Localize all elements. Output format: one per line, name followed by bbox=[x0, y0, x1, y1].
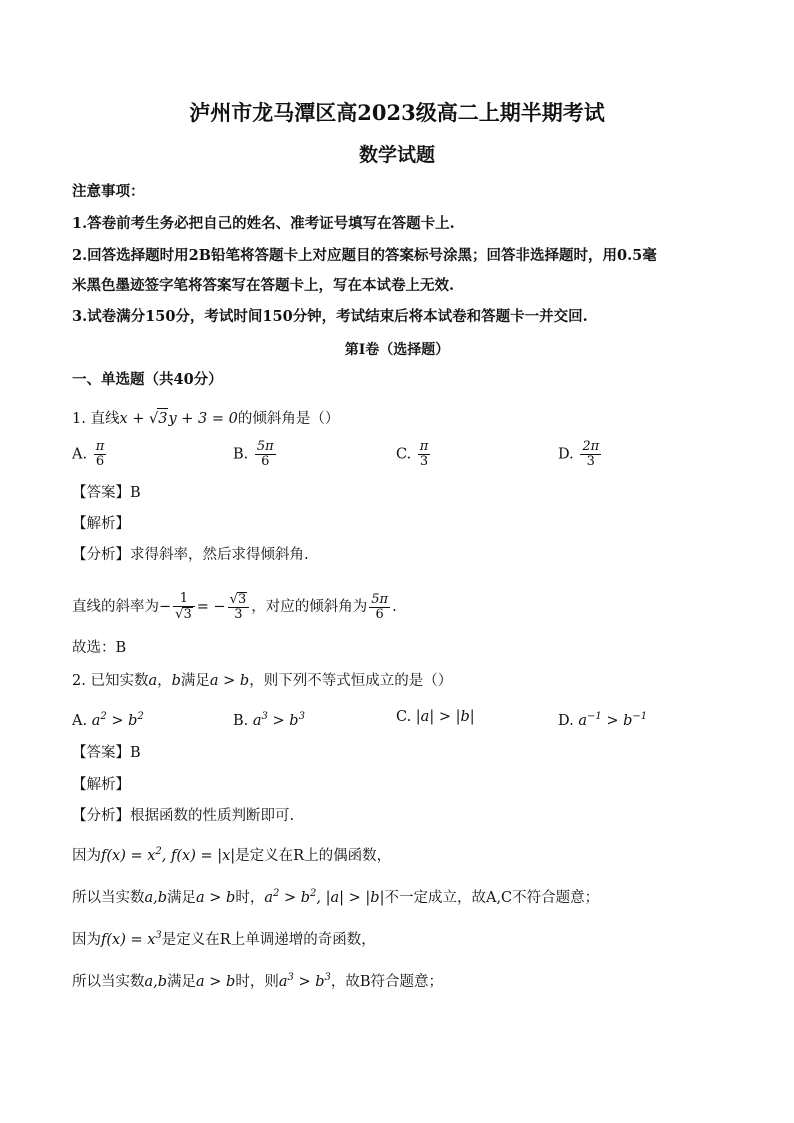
q2-option-a: A. $a^2 > b^2$ bbox=[72, 711, 144, 729]
q2-prefix: 2. 已知实数 bbox=[72, 673, 149, 689]
q2-l2-mid2: 时， bbox=[235, 890, 265, 906]
q2-l1-post: 是定义在R上的偶函数， bbox=[235, 848, 392, 864]
q1-answer: 【答案】B bbox=[72, 485, 141, 501]
q2-l4-mid: 满足 bbox=[167, 974, 197, 990]
option-label: B. bbox=[233, 446, 249, 463]
option-label: C. bbox=[396, 446, 412, 463]
question-2: 2. 已知实数a，b满足a > b，则下列不等式恒成立的是（） bbox=[72, 673, 453, 689]
q2-l4-mid2: 时，则 bbox=[235, 974, 279, 990]
frac-pi-6: $\frac{\pi}{6}$ bbox=[95, 439, 105, 469]
option-label: A. bbox=[72, 446, 88, 463]
notice-item-2-cont: 米黑色墨迹签字笔将答案写在答题卡上，写在本试卷上无效. bbox=[72, 277, 455, 294]
exam-subtitle: 数学试题 bbox=[358, 144, 435, 166]
option-label: A. bbox=[72, 713, 88, 729]
q2-analysis: 【解析】 bbox=[72, 777, 130, 793]
q2-l1-pre: 因为 bbox=[72, 848, 101, 864]
q1-prefix: 1. 直线 bbox=[72, 411, 120, 427]
q2-option-c: C. |a| > |b| bbox=[396, 709, 475, 725]
q1-explain-pre: 直线的斜率为 bbox=[72, 599, 159, 615]
q2-line-3: 因为$f(x) = x^3$是定义在R上单调递增的奇函数， bbox=[72, 930, 376, 948]
q2-l2-mid: 满足 bbox=[167, 890, 197, 906]
q2-analysis-hint: 【分析】根据函数的性质判断即可. bbox=[72, 808, 295, 824]
q1-suffix: 的倾斜角是（） bbox=[237, 411, 340, 427]
frac-5pi-6-result: $\frac{5\pi}{6}$ bbox=[371, 591, 389, 622]
q2-answer: 【答案】B bbox=[72, 745, 141, 761]
q1-option-a bbox=[72, 440, 108, 469]
q2-line-4: 所以当实数a,b满足a > b时，则$a^3 > b^3$，故B符合题意； bbox=[72, 972, 444, 990]
frac-1-sqrt3: $\frac{1}{√3}$ bbox=[173, 592, 195, 622]
q2-l2-pre: 所以当实数 bbox=[72, 890, 145, 906]
notice-item-2: 2.回答选择题时用2B铅笔将答题卡上对应题目的答案标号涂黑；回答非选择题时，用0.5毫 bbox=[72, 247, 657, 264]
q1-analysis: 【解析】 bbox=[72, 516, 130, 532]
q2-suffix: ，则下列不等式恒成立的是（） bbox=[249, 673, 453, 689]
frac-sqrt3-3: $\frac{√3}{3}$ bbox=[228, 592, 250, 622]
q1-analysis-hint: 【分析】求得斜率，然后求得倾斜角. bbox=[72, 547, 309, 563]
notice-item-3: 3.试卷满分150分，考试时间150分钟，考试结束后将本试卷和答题卡一并交回. bbox=[72, 308, 588, 325]
q2-mid1: ， bbox=[157, 673, 172, 689]
frac-2pi-3: $\frac{2\pi}{3}$ bbox=[582, 439, 600, 469]
q2-line-1: 因为$f(x) = x^2$, f(x) = |x|是定义在R上的偶函数， bbox=[72, 846, 392, 864]
exam-title: 泸州市龙马潭区高2023级高二上期半期考试 bbox=[189, 100, 605, 125]
option-label: D. bbox=[558, 713, 574, 729]
question-1 bbox=[72, 408, 724, 429]
frac-pi-3: $\frac{\pi}{3}$ bbox=[419, 439, 429, 469]
option-label: C. bbox=[396, 709, 412, 725]
q1-option-b bbox=[233, 440, 278, 469]
q1-choose: 故选：B bbox=[72, 640, 127, 656]
q2-l3-pre: 因为 bbox=[72, 932, 101, 948]
q1-option-c bbox=[396, 440, 432, 469]
q1-explain-mid: ，对应的倾斜角为 bbox=[251, 599, 368, 615]
q2-mid2: 满足 bbox=[180, 673, 210, 689]
option-label: B. bbox=[233, 713, 249, 729]
q2-l2-post: 不一定成立，故A,C不符合题意； bbox=[384, 890, 600, 906]
q2-option-d: D. $a^{-1} > b^{-1}$ bbox=[558, 711, 648, 729]
q2-l4-post: ，故B符合题意； bbox=[330, 974, 444, 990]
q2-l4-pre: 所以当实数 bbox=[72, 974, 145, 990]
q1-line-equation: x + √3y + 3 = 0 bbox=[119, 411, 237, 427]
part-heading: 一、单选题（共40分） bbox=[72, 371, 223, 388]
notice-heading: 注意事项： bbox=[72, 183, 145, 200]
q1-explanation: 直线的斜率为− $\frac{1}{√3}$ = − $\frac{√3}{3}$ ，对应的倾斜角为 $\frac{5\pi}{6}$ . bbox=[72, 591, 397, 622]
q2-line-2: 所以当实数a,b满足a > b时，$a^2 > b^2$, |a| > |b|不一定成立，故A,C不符合题意； bbox=[72, 888, 600, 906]
q2-l3-post: 是定义在R上单调递增的奇函数， bbox=[161, 932, 376, 948]
q1-option-d bbox=[558, 440, 603, 469]
notice-item-1: 1.答卷前考生务必把自己的姓名、准考证号填写在答题卡上. bbox=[72, 215, 455, 232]
frac-5pi-6: $\frac{5\pi}{6}$ bbox=[256, 439, 274, 469]
q2-option-b: B. $a^3 > b^3$ bbox=[233, 711, 305, 729]
option-label: D. bbox=[558, 446, 574, 463]
volume-heading: 第I卷（选择题） bbox=[344, 342, 450, 358]
